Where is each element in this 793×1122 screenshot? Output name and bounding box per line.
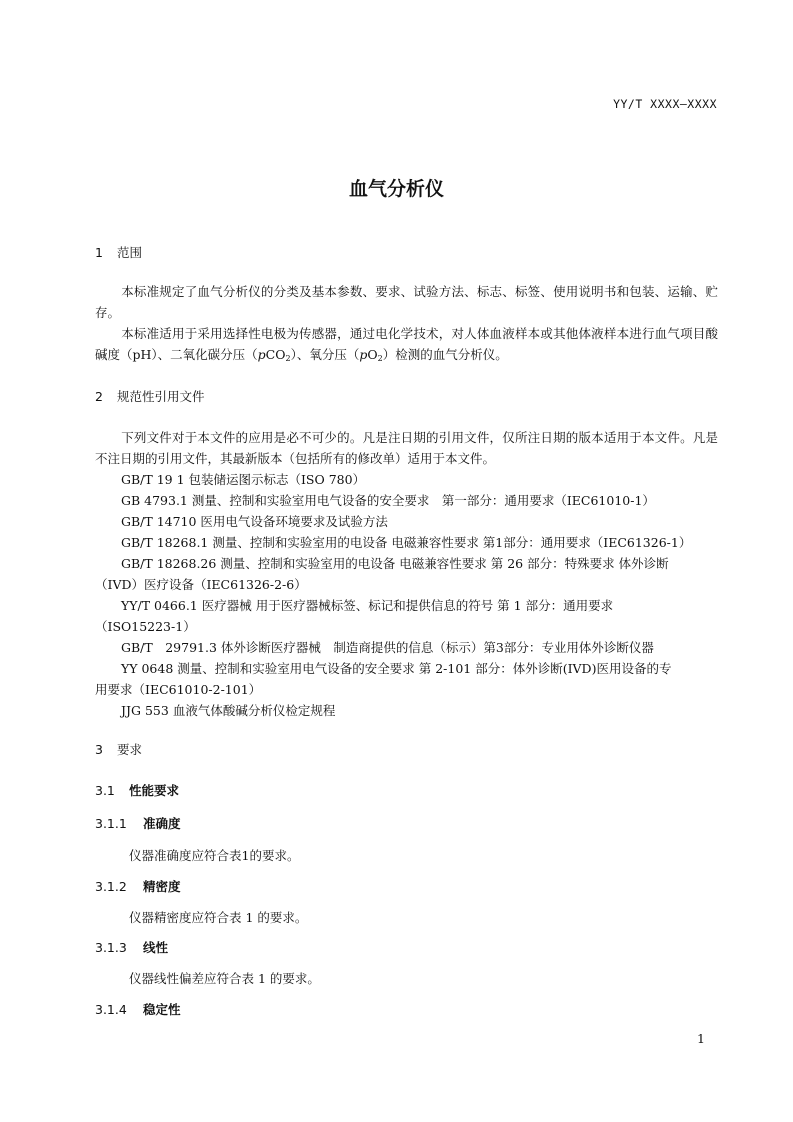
- section-heading-3: [95, 740, 142, 758]
- section-number: 3: [95, 742, 103, 757]
- reference-item: GB/T 19 1 包装储运图示标志（ISO 780）: [121, 472, 366, 487]
- reference-item: YY/T 0466.1 医疗器械 用于医疗器械标签、标记和提供信息的符号 第 1 部分：通用要求: [121, 598, 614, 613]
- subsection-heading-3-1-1: [95, 814, 181, 832]
- subsection-title: 准确度: [143, 816, 181, 831]
- section-heading-2: [95, 387, 205, 405]
- pco2-co: CO: [265, 347, 286, 362]
- scope-paragraph-2: [95, 323, 718, 369]
- reference-item: YY 0648 测量、控制和实验室用电气设备的安全要求 第 2-101 部分：体外诊断(IVD)医用设备的专: [121, 661, 672, 676]
- subsection-number: 3.1.4: [95, 1002, 127, 1017]
- scope-text-2a: 本标准适用于采用选择性电极为传感器，通过电化学技术，对人体血液样本或其他体液样本进行血气项目酸碱度（pH）、二氧化碳分压（: [95, 326, 718, 362]
- subsection-number: 3.1: [95, 783, 115, 798]
- reference-item-continued: 用要求（IEC61010-2-101）: [95, 682, 262, 697]
- section-number: 2: [95, 389, 103, 404]
- pco2-p: p: [257, 347, 266, 362]
- reference-item-continued: （ISO15223-1）: [95, 619, 196, 634]
- reference-item: GB/T 14710 医用电气设备环境要求及试验方法: [121, 514, 388, 529]
- requirement-text: 仪器线性偏差应符合表 1 的要求。: [129, 971, 320, 986]
- requirement-text: 仪器精密度应符合表 1 的要求。: [129, 910, 308, 925]
- subsection-heading-3-1: [95, 781, 179, 799]
- reference-item: GB/T 18268.26 测量、控制和实验室用的电设备 电磁兼容性要求 第 26 部分：特殊要求 体外诊断: [121, 556, 669, 571]
- subsection-number: 3.1.1: [95, 816, 127, 831]
- subsection-heading-3-1-3: [95, 938, 168, 956]
- section-title: 规范性引用文件: [117, 389, 205, 404]
- subsection-title: 性能要求: [129, 783, 180, 798]
- reference-item: JJG 553 血液气体酸碱分析仪检定规程: [121, 703, 336, 718]
- subsection-title: 精密度: [143, 879, 181, 894]
- reference-item-continued: （IVD）医疗设备（IEC61326-2-6）: [95, 577, 307, 592]
- document-title: 血气分析仪: [348, 178, 444, 200]
- po2-o: O: [367, 347, 378, 362]
- references-intro: [95, 427, 718, 469]
- pco2-subscript: 2: [285, 354, 291, 363]
- requirement-text: 仪器准确度应符合表1的要求。: [129, 848, 300, 863]
- section-title: 要求: [117, 742, 143, 757]
- subsection-number: 3.1.2: [95, 879, 127, 894]
- section-heading-1: [95, 243, 142, 261]
- subsection-title: 稳定性: [143, 1002, 181, 1017]
- subsection-heading-3-1-2: [95, 877, 181, 895]
- reference-item: GB 4793.1 测量、控制和实验室用电气设备的安全要求 第一部分：通用要求（IEC61010-1）: [121, 493, 655, 508]
- scope-text-2b: ）、氧分压（: [290, 347, 360, 362]
- reference-item: GB/T 18268.1 测量、控制和实验室用的电设备 电磁兼容性要求 第1部分：通用要求（IEC61326-1）: [121, 535, 692, 550]
- references-intro-text: 下列文件对于本文件的应用是必不可少的。凡是注日期的引用文件，仅所注日期的版本适用于本文件。凡是不注日期的引用文件，其最新版本（包括所有的修改单）适用于本文件。: [95, 430, 718, 466]
- section-title: 范围: [117, 245, 143, 260]
- document-code: YY/T XXXX—XXXX: [613, 97, 717, 111]
- scope-paragraph-1: [95, 281, 718, 323]
- subsection-title: 线性: [143, 940, 169, 955]
- po2-p: p: [359, 347, 368, 362]
- scope-text-1: 本标准规定了血气分析仪的分类及基本参数、要求、试验方法、标志、标签、使用说明书和包装、运输、贮存。: [95, 284, 718, 320]
- scope-text-2c: ）检测的血气分析仪。: [382, 347, 508, 362]
- subsection-number: 3.1.3: [95, 940, 127, 955]
- page-number: 1: [697, 1031, 705, 1046]
- reference-item: GB/T 29791.3 体外诊断医疗器械 制造商提供的信息（标示）第3部分：专业用体外诊断仪器: [121, 640, 654, 655]
- po2-subscript: 2: [377, 354, 383, 363]
- subsection-heading-3-1-4: [95, 1000, 181, 1018]
- section-number: 1: [95, 245, 103, 260]
